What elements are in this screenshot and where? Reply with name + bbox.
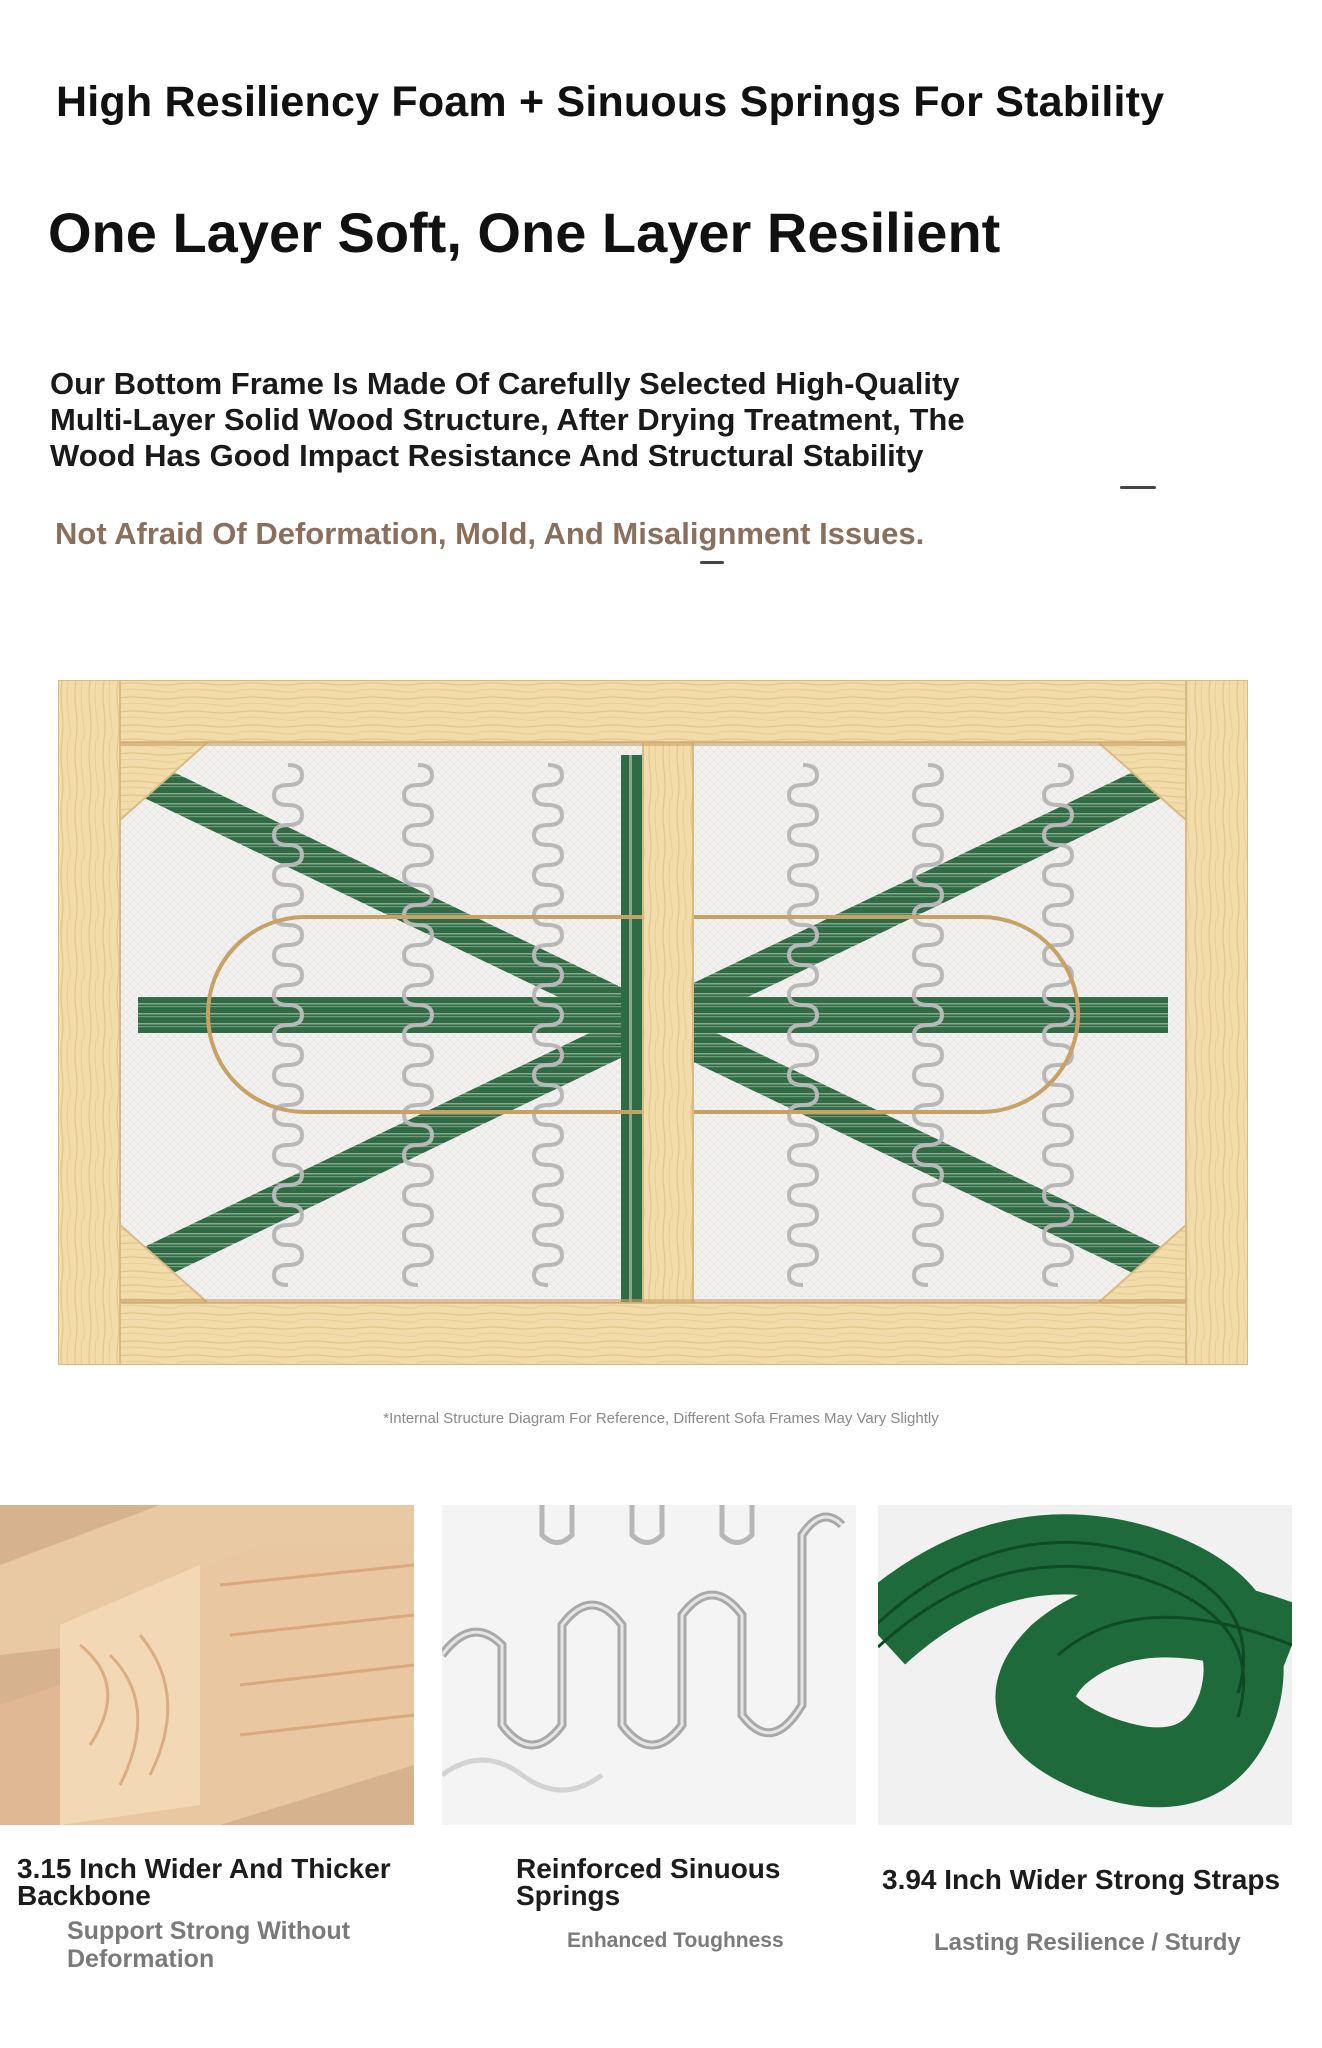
description-paragraph xyxy=(50,366,1030,474)
feature-title-line: 3.15 Inch Wider And Thicker xyxy=(17,1853,391,1884)
page-title: High Resiliency Foam + Sinuous Springs For Stability xyxy=(56,78,1165,126)
diagram-caption: *Internal Structure Diagram For Reference, Different Sofa Frames May Vary Slightly xyxy=(383,1410,939,1427)
feature-subtitle-line: Enhanced Toughness xyxy=(567,1929,784,1952)
strap-photo xyxy=(878,1505,1292,1825)
divider xyxy=(700,561,724,564)
feature-subtitle-line: Lasting Resilience / Sturdy xyxy=(934,1929,1241,1956)
feature-subtitle-line: Deformation xyxy=(67,1945,215,1973)
feature-subtitle xyxy=(934,1929,1241,1957)
spring-photo xyxy=(442,1505,856,1825)
feature-title xyxy=(882,1866,1280,1893)
feature-subtitle xyxy=(567,1929,784,1953)
feature-title xyxy=(17,1855,391,1909)
feature-title-line: 3.94 Inch Wider Strong Straps xyxy=(882,1864,1281,1895)
feature-subtitle-line: Support Strong Without xyxy=(67,1917,351,1945)
feature-title-line: Springs xyxy=(516,1880,621,1911)
description-line: Multi-Layer Solid Wood Structure, After Drying Treatment, The xyxy=(50,402,965,437)
description-line: Wood Has Good Impact Resistance And Structural Stability xyxy=(50,438,924,473)
divider xyxy=(1120,486,1156,489)
feature-title-line: Reinforced Sinuous xyxy=(516,1853,781,1884)
page-subtitle: One Layer Soft, One Layer Resilient xyxy=(48,201,1001,264)
description-line: Our Bottom Frame Is Made Of Carefully Selected High-Quality xyxy=(50,366,960,401)
feature-title xyxy=(516,1855,780,1909)
feature-subtitle xyxy=(67,1917,350,1973)
feature-title-line: Backbone xyxy=(17,1880,151,1911)
highlight-text: Not Afraid Of Deformation, Mold, And Misalignment Issues. xyxy=(55,516,925,551)
wood-beam-photo xyxy=(0,1505,414,1825)
frame-structure-diagram xyxy=(58,680,1248,1365)
